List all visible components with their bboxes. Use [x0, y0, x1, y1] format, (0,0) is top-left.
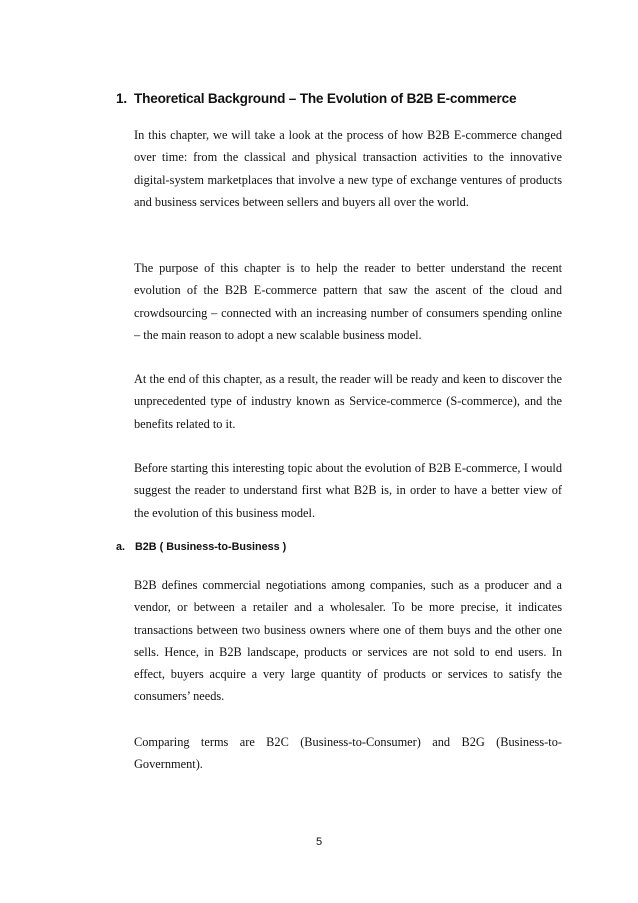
paragraph-purpose: The purpose of this chapter is to help the reader to better understand the recent evolution of the B2B E-commerce pattern that saw the ascent of the cloud and crowdsourcing – connected with an increasing number of consumers spending online – the main reason to adopt a new scalable business model.: [134, 261, 562, 342]
chapter-title: Theoretical Background – The Evolution of B2B E-commerce: [134, 91, 517, 106]
paragraph-before-starting: Before starting this interesting topic about the evolution of B2B E-commerce, I would suggest the reader to understand first what B2B is, in order to have a better view of the evolution of this business model.: [134, 461, 562, 520]
paragraph-b2b-definition: B2B defines commercial negotiations among companies, such as a producer and a vendor, or between a retailer and a wholesaler. To be more precise, it indicates transactions between two business owners where one of them buys and the other one sells. Hence, in B2B landscape, products or services are not sold to end users. In effect, buyers acquire a very large quantity of products or services to satisfy the consumers’ needs.: [134, 578, 562, 704]
subsection-heading: [116, 541, 286, 553]
paragraph-comparing-terms: Comparing terms are B2C (Business-to-Consumer) and B2G (Business-to-Government).: [134, 735, 562, 772]
page-number: 5: [315, 836, 323, 848]
paragraph-end-of-chapter: At the end of this chapter, as a result, the reader will be ready and keen to discover the unprecedented type of industry known as Service-commerce (S-commerce), and the benefits related to it.: [134, 372, 562, 431]
subsection-title: B2B ( Business-to-Business ): [135, 541, 287, 553]
chapter-heading: [116, 91, 576, 106]
chapter-number: 1.: [116, 91, 127, 106]
subsection-letter: a.: [116, 541, 126, 553]
paragraph-intro: In this chapter, we will take a look at the process of how B2B E-commerce changed over time: from the classical and physical transaction activities to the innovative digital-system marketplaces that involve a new type of exchange ventures of products and business services between sellers and buyers all over the world.: [134, 128, 562, 209]
